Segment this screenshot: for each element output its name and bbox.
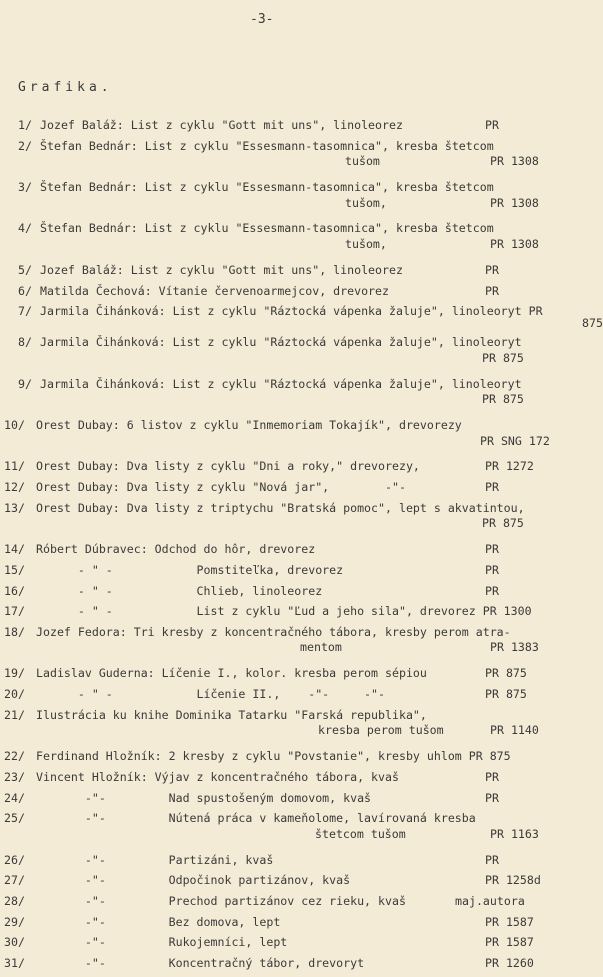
entry-text: - " - Pomstiteľka, drevorez xyxy=(36,562,344,577)
entry-number: 29/ xyxy=(4,914,25,929)
entry-text: -"- Odpočinok partizánov, kvaš xyxy=(36,873,351,888)
catalog-entry xyxy=(0,304,603,335)
entry-number: 8/ xyxy=(18,335,32,350)
catalog-entry xyxy=(0,284,600,305)
entry-reference: PR 1163 xyxy=(490,826,539,841)
catalog-entry xyxy=(0,625,600,666)
entry-text: Ilustrácia ku knihe Dominika Tatarku "Farská republika", xyxy=(36,707,427,722)
catalog-entry xyxy=(0,770,600,791)
catalog-entry xyxy=(0,915,600,936)
entry-text: Matilda Čechová: Vítanie červenoarmejcov, drevorez xyxy=(40,283,390,298)
catalog-entry xyxy=(0,139,600,180)
entry-text: Róbert Dúbravec: Odchod do hôr, drevorez xyxy=(36,542,316,557)
entry-text: Jozef Fedora: Tri kresby z koncentračného tábora, kresby perom atra- xyxy=(36,624,511,639)
entry-number: 12/ xyxy=(4,480,25,495)
catalog-entry xyxy=(0,687,600,708)
catalog-entry xyxy=(0,563,600,584)
catalog-entry xyxy=(0,708,600,749)
entry-reference: PR SNG 172 xyxy=(480,433,550,448)
entry-text: Jozef Baláž: List z cyklu "Gott mit uns", linoleorez xyxy=(40,262,403,277)
entry-continuation: tušom xyxy=(345,154,380,169)
entry-text: Orest Dubay: Dva listy z triptychu "Bratská pomoc", lept s akvatintou, xyxy=(36,500,525,515)
entry-number: 28/ xyxy=(4,893,25,908)
entry-number: 27/ xyxy=(4,873,25,888)
entry-text: Štefan Bednár: List z cyklu "Essesmann-tasomnica", kresba štetcom xyxy=(40,221,494,236)
entry-continuation: mentom xyxy=(300,640,342,655)
entry-continuation: štetcom tušom xyxy=(315,826,406,841)
entry-text: Ladislav Guderna: Líčenie I., kolor. kresba perom sépiou xyxy=(36,666,427,681)
entry-text: Jozef Baláž: List z cyklu "Gott mit uns", linoleorez xyxy=(40,118,403,132)
entry-reference: PR 875 xyxy=(482,516,524,531)
entry-text: Štefan Bednár: List z cyklu "Essesmann-tasomnica", kresba štetcom xyxy=(40,180,494,195)
entry-text: - " - List z cyklu "Ľud a jeho sila", drevorez PR 1300 xyxy=(36,604,532,619)
entry-number: 19/ xyxy=(4,666,25,681)
entry-reference: PR 875 xyxy=(485,687,527,702)
catalog-entry xyxy=(0,377,600,418)
entry-number: 26/ xyxy=(4,852,25,867)
entry-reference: PR 1587 xyxy=(485,935,534,950)
catalog-entry xyxy=(0,584,600,605)
entry-number: 18/ xyxy=(4,624,25,639)
entry-reference: PR xyxy=(485,583,499,598)
catalog-entry xyxy=(0,221,600,262)
entry-text: Jarmila Čihánková: List z cyklu "Ráztocká vápenka žaluje", linoleoryt xyxy=(40,335,522,350)
catalog-entry xyxy=(0,542,600,563)
entry-reference: PR xyxy=(485,480,499,495)
catalog-entry xyxy=(0,180,600,221)
entry-reference: PR 1140 xyxy=(490,723,539,738)
entry-number: 23/ xyxy=(4,769,25,784)
catalog-entry xyxy=(0,749,600,770)
entry-text: -"- Partizáni, kvaš xyxy=(36,852,274,867)
page-number: -3- xyxy=(250,12,274,27)
entry-text: -"- Prechod partizánov cez rieku, kvaš xyxy=(36,893,406,908)
entry-text: Ferdinand Hložník: 2 kresby z cyklu "Povstanie", kresby uhlom PR 875 xyxy=(36,749,511,764)
entry-reference: PR 1272 xyxy=(485,459,534,474)
entry-number: 15/ xyxy=(4,562,25,577)
entry-number: 16/ xyxy=(4,583,25,598)
entry-reference: PR xyxy=(485,790,499,805)
section-heading: Grafika. xyxy=(18,80,113,95)
entry-reference: PR 1383 xyxy=(490,640,539,655)
entry-text: -"- Nútená práca v kameňolome, lavírovaná kresba xyxy=(36,811,476,826)
catalog-entry xyxy=(0,263,600,284)
entry-number: 7/ xyxy=(18,304,32,319)
entry-number: 10/ xyxy=(4,418,25,433)
catalog-entry xyxy=(0,935,600,956)
entry-text: Orest Dubay: Dva listy z cyklu "Nová jar", -"- xyxy=(36,480,406,495)
entry-reference: PR xyxy=(485,118,499,132)
catalog-entry xyxy=(0,894,600,915)
entry-text: Štefan Bednár: List z cyklu "Essesmann-tasomnica", kresba štetcom xyxy=(40,138,494,153)
catalog-entry xyxy=(0,335,600,376)
catalog-list xyxy=(0,118,603,977)
entry-text: Orest Dubay: 6 listov z cyklu "Inmemoriam Tokajík", drevorezy xyxy=(36,418,462,433)
entry-number: 2/ xyxy=(18,138,32,153)
entry-reference: PR xyxy=(485,262,499,277)
catalog-entry xyxy=(0,873,600,894)
entry-number: 9/ xyxy=(18,376,32,391)
entry-continuation: tušom, xyxy=(345,236,387,251)
entry-text: -"- Rukojemníci, lept xyxy=(36,935,288,950)
catalog-entry xyxy=(0,604,600,625)
entry-reference: PR 1587 xyxy=(485,914,534,929)
entry-number: 3/ xyxy=(18,180,32,195)
entry-number: 6/ xyxy=(18,283,32,298)
catalog-entry xyxy=(0,811,600,852)
entry-text: -"- Bez domova, lept xyxy=(36,914,281,929)
catalog-entry xyxy=(0,666,600,687)
catalog-entry xyxy=(0,118,600,139)
entry-number: 20/ xyxy=(4,687,25,702)
entry-number: 5/ xyxy=(18,262,32,277)
entry-number: 13/ xyxy=(4,500,25,515)
entry-reference: PR 1258d xyxy=(485,873,541,888)
entry-number: 30/ xyxy=(4,935,25,950)
entry-reference: PR 1308 xyxy=(490,154,539,169)
entry-number: 17/ xyxy=(4,604,25,619)
entry-text: Orest Dubay: Dva listy z cyklu "Dni a roky," drevorezy, xyxy=(36,459,420,474)
entry-continuation: kresba perom tušom xyxy=(318,723,444,738)
entry-text: - " - Chlieb, linoleorez xyxy=(36,583,323,598)
entry-number: 1/ xyxy=(18,118,32,132)
entry-number: 11/ xyxy=(4,459,25,474)
catalog-entry xyxy=(0,480,600,501)
entry-reference: PR xyxy=(485,542,499,557)
entry-reference: PR xyxy=(485,283,499,298)
catalog-entry xyxy=(0,418,600,459)
entry-number: 22/ xyxy=(4,749,25,764)
entry-reference: PR 1308 xyxy=(490,236,539,251)
entry-reference: PR xyxy=(485,562,499,577)
catalog-entry xyxy=(0,956,600,977)
catalog-entry xyxy=(0,853,600,874)
entry-text: -"- Koncentračný tábor, drevoryt xyxy=(36,956,365,971)
entry-text: Vincent Hložník: Výjav z koncentračného tábora, kvaš xyxy=(36,769,399,784)
entry-reference: PR 875 xyxy=(482,392,524,407)
entry-reference: PR xyxy=(485,852,499,867)
entry-text: - " - Líčenie II., -"- -"- xyxy=(36,687,386,702)
entry-number: 25/ xyxy=(4,811,25,826)
entry-number: 31/ xyxy=(4,956,25,971)
entry-reference: PR 1260 xyxy=(485,956,534,971)
entry-reference: PR 875 xyxy=(482,350,524,365)
entry-text: -"- Nad spustošeným domovom, kvaš xyxy=(36,790,372,805)
entry-reference: 875 xyxy=(582,315,603,330)
catalog-entry xyxy=(0,459,600,480)
entry-reference: PR 1308 xyxy=(490,195,539,210)
entry-reference: PR xyxy=(485,769,499,784)
entry-number: 24/ xyxy=(4,790,25,805)
entry-continuation: tušom, xyxy=(345,195,387,210)
catalog-entry xyxy=(0,791,600,812)
entry-reference: PR 875 xyxy=(485,666,527,681)
catalog-entry xyxy=(0,501,600,542)
entry-number: 4/ xyxy=(18,221,32,236)
entry-text: Jarmila Čihánková: List z cyklu "Ráztocká vápenka žaluje", linoleoryt xyxy=(40,376,522,391)
entry-number: 14/ xyxy=(4,542,25,557)
entry-number: 21/ xyxy=(4,707,25,722)
entry-text: Jarmila Čihánková: List z cyklu "Ráztocká vápenka žaluje", linoleoryt PR xyxy=(40,304,543,319)
entry-reference: maj.autora xyxy=(455,893,525,908)
